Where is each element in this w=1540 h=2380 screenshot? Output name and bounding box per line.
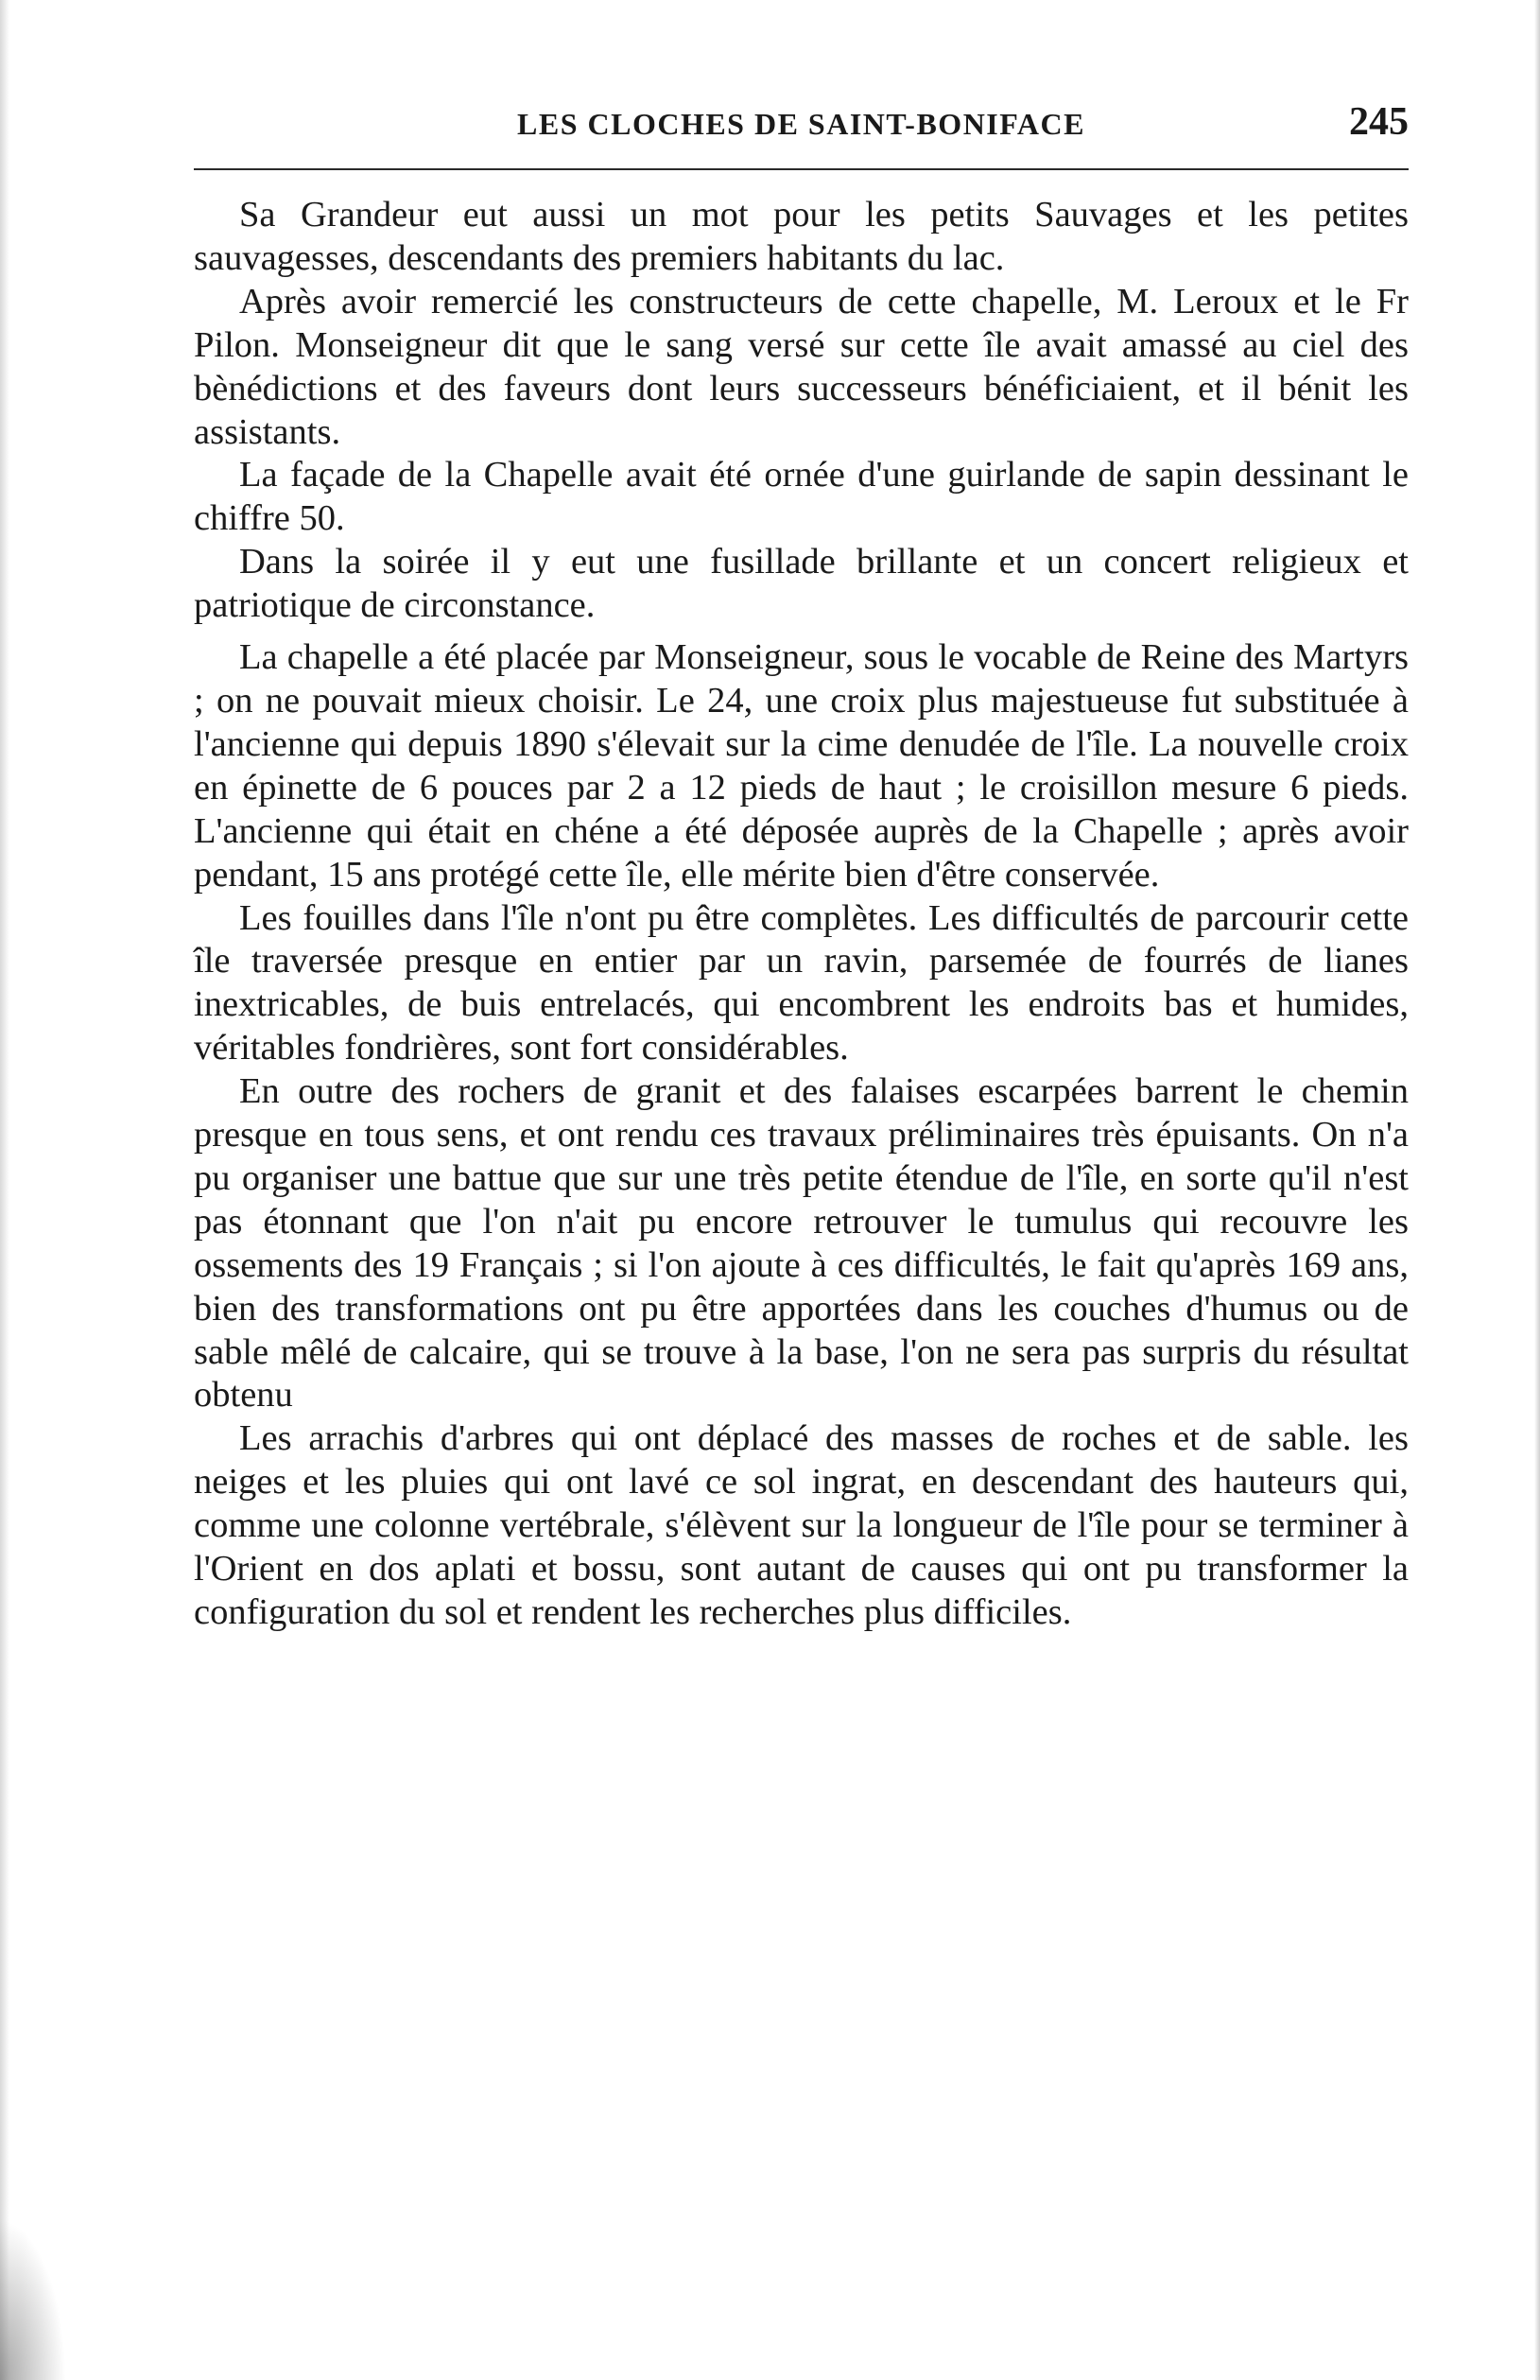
paragraph: Sa Grandeur eut aussi un mot pour les petits Sauvages et les petites sauvagesses, descendants des premiers habitants du lac. bbox=[194, 195, 1409, 278]
page-edge-shadow bbox=[0, 0, 9, 2380]
paragraph: Dans la soirée il y eut une fusillade brillante et un concert religieux et patriotique de circonstance. bbox=[194, 542, 1409, 626]
page-header bbox=[194, 99, 1409, 156]
paragraph: Après avoir remercié les constructeurs de cette chapelle, M. Leroux et le Fr Pilon. Monseigneur dit que le sang versé sur cette île avait amassé au ciel des bènédictions et des faveurs dont leurs successeurs bénéficiaient, et il bénit les assistants. bbox=[194, 281, 1409, 452]
running-title: LES CLOCHES DE SAINT-BONIFACE bbox=[517, 107, 1085, 141]
paragraph: En outre des rochers de granit et des falaises escarpées barrent le chemin presque en tous sens, et ont rendu ces travaux préliminaires très épuisants. On n'a pu organiser une battue que sur une très petite étendue de l'île, en sorte qu'il n'est pas étonnant que l'on n'ait pu encore retrouver le tumulus qui recouvre les ossements des 19 Français ; si l'on ajoute à ces difficultés, le fait qu'après 169 ans, bien des transformations ont pu être apportées dans les couches d'humus ou de sable mêlé de calcaire, qui se trouve à la base, l'on ne sera pas surpris du résultat obtenu bbox=[194, 1071, 1409, 1416]
page-edge-shadow-right bbox=[1534, 0, 1540, 2380]
body-text bbox=[194, 194, 1409, 1635]
paragraph: La chapelle a été placée par Monseigneur, sous le vocable de Reine des Martyrs ; on ne pouvait mieux choisir. Le 24, une croix plus majestueuse fut substituée à l'ancienne qui depuis 1890 s'élevait sur la cime denudée de l'île. La nouvelle croix en épinette de 6 pouces par 2 a 12 pieds de haut ; le croisillon mesure 6 pieds. L'ancienne qui était en chéne a été déposée auprès de la Chapelle ; après avoir pendant, 15 ans protégé cette île, elle mérite bien d'être conservée. bbox=[194, 637, 1409, 895]
page-number: 245 bbox=[1349, 100, 1409, 144]
paragraph: Les fouilles dans l'île n'ont pu être complètes. Les difficultés de parcourir cette île traversée presque en entier par un ravin, parsemée de fourrés de lianes inextricables, de buis entrelacés, qui encombrent les endroits bas et humides, véritables fondrières, sont fort considérables. bbox=[194, 897, 1409, 1068]
paragraph: La façade de la Chapelle avait été ornée d'une guirlande de sapin dessinant le chiffre 50. bbox=[194, 455, 1409, 539]
paragraph: Les arrachis d'arbres qui ont déplacé des masses de roches et de sable. les neiges et les pluies qui ont lavé ce sol ingrat, en descendant des hauteurs qui, comme une colonne vertébrale, s'élèvent sur la longueur de l'île pour se terminer à l'Orient en dos aplati et bossu, sont autant de causes qui ont pu transformer la configuration du sol et rendent les recherches plus difficiles. bbox=[194, 1418, 1409, 1632]
header-rule bbox=[194, 168, 1409, 170]
scan-smudge bbox=[0, 2219, 66, 2380]
